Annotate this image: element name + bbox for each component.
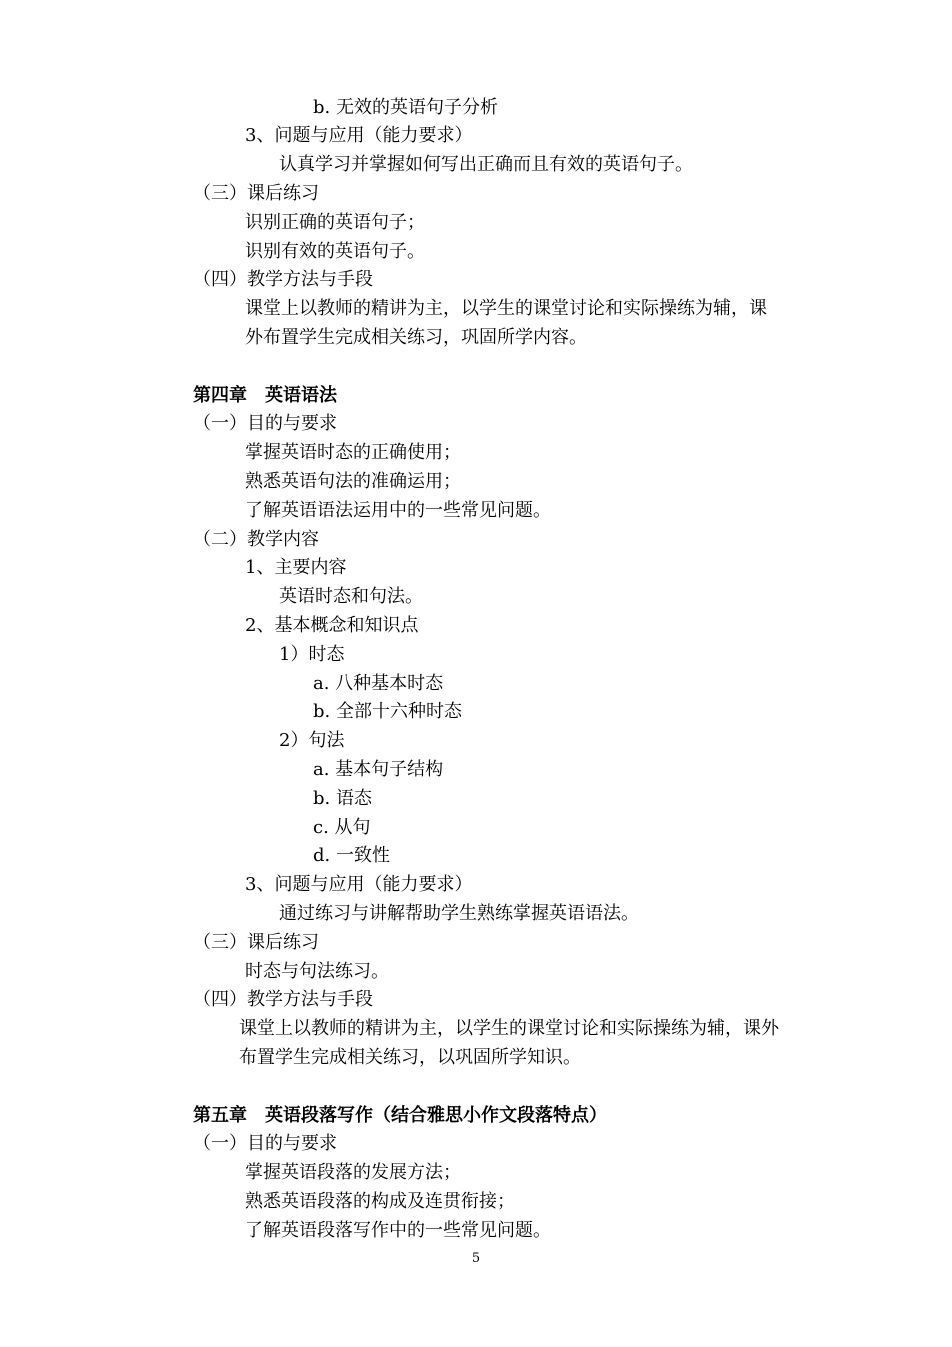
body-text: 认真学习并掌握如何写出正确而且有效的英语句子。 (279, 154, 693, 175)
body-text: 掌握英语时态的正确使用； (245, 442, 461, 463)
sub-item: a. 八种基本时态 (313, 673, 444, 694)
body-text: 通过练习与讲解帮助学生熟练掌握英语语法。 (279, 903, 639, 924)
section-heading-exercises: （三）课后练习 (193, 183, 319, 204)
sub-item: a. 基本句子结构 (313, 759, 444, 780)
body-text: 掌握英语段落的发展方法； (245, 1162, 461, 1183)
body-text: 识别正确的英语句子； (245, 212, 425, 233)
sub-item: b. 全部十六种时态 (313, 701, 462, 722)
sub-item: c. 从句 (313, 817, 371, 838)
chapter-4-title: 第四章 英语语法 (193, 385, 337, 406)
section-heading-exercises: （三）课后练习 (193, 932, 319, 953)
section-heading-objectives: （一）目的与要求 (193, 413, 337, 434)
sub-numbered-item: 2）句法 (279, 730, 345, 751)
numbered-item: 3、问题与应用（能力要求） (245, 874, 473, 895)
section-heading-methods: （四）教学方法与手段 (193, 269, 373, 290)
body-text: 布置学生完成相关练习，以巩固所学知识。 (239, 1047, 581, 1068)
numbered-item: 2、基本概念和知识点 (245, 615, 419, 636)
page-number: 5 (471, 1251, 481, 1266)
body-text: 时态与句法练习。 (245, 961, 389, 982)
body-text: 了解英语段落写作中的一些常见问题。 (245, 1220, 551, 1241)
problems-application-heading: 3、问题与应用（能力要求） (245, 125, 473, 146)
sub-numbered-item: 1）时态 (279, 644, 345, 665)
sub-item-b-invalid-sentences: b. 无效的英语句子分析 (313, 97, 498, 118)
body-text: 识别有效的英语句子。 (245, 241, 425, 262)
body-text: 课堂上以教师的精讲为主，以学生的课堂讨论和实际操练为辅，课外 (239, 1018, 779, 1039)
numbered-item: 1、主要内容 (245, 557, 347, 578)
body-text: 课堂上以教师的精讲为主，以学生的课堂讨论和实际操练为辅，课 (245, 298, 767, 319)
body-text: 英语时态和句法。 (279, 586, 423, 607)
body-text: 熟悉英语段落的构成及连贯衔接； (245, 1191, 515, 1212)
body-text: 了解英语语法运用中的一些常见问题。 (245, 500, 551, 521)
section-heading-methods: （四）教学方法与手段 (193, 989, 373, 1010)
section-heading-content: （二）教学内容 (193, 529, 319, 550)
sub-item: d. 一致性 (313, 845, 390, 866)
chapter-5-title: 第五章 英语段落写作（结合雅思小作文段落特点） (193, 1105, 607, 1126)
sub-item: b. 语态 (313, 788, 372, 809)
body-text: 外布置学生完成相关练习，巩固所学内容。 (245, 327, 587, 348)
section-heading-objectives: （一）目的与要求 (193, 1133, 337, 1154)
body-text: 熟悉英语句法的准确运用； (245, 471, 461, 492)
